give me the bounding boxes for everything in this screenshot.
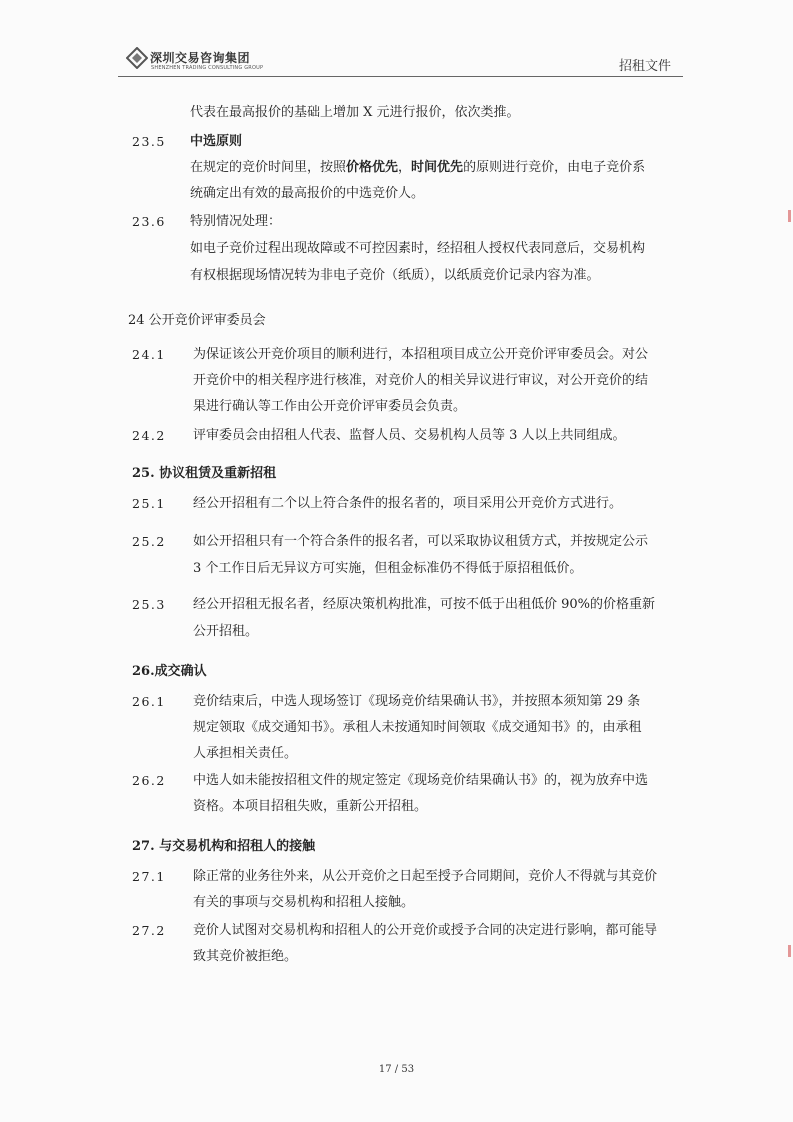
text-line: 人承担相关责任。	[193, 746, 298, 761]
clause-number: 25.3	[132, 597, 166, 612]
logo-text-cn: 深圳交易咨询集团	[150, 51, 251, 65]
text-line: 如电子竞价过程出现故障或不可控因素时，经招租人授权代表同意后，交易机构	[190, 241, 646, 256]
text-line: 果进行确认等工作由公开竞价评审委员会负责。	[193, 399, 467, 414]
clause-number: 23.5	[132, 134, 166, 149]
text-line: 在规定的竞价时间里，按照价格优先，时间优先的原则进行竞价，由电子竞价系	[190, 160, 646, 175]
text-line: 公开招租。	[193, 624, 259, 639]
text-line: 经公开招租无报名者，经原决策机构批准，可按不低于出租低价 90%的价格重新	[193, 597, 656, 612]
text-line: 经公开招租有二个以上符合条件的报名者的，项目采用公开竞价方式进行。	[193, 496, 623, 511]
scan-edge-mark	[788, 945, 791, 957]
clause-title: 中选原则	[190, 134, 243, 149]
section-heading: 24 公开竞价评审委员会	[128, 313, 266, 328]
clause-number: 24.2	[132, 428, 166, 443]
company-logo	[126, 45, 276, 79]
text-line: 代表在最高报价的基础上增加 X 元进行报价，依次类推。	[190, 105, 520, 120]
clause-number: 23.6	[132, 214, 166, 229]
text-line: 规定领取《成交通知书》。承租人未按通知时间领取《成交通知书》的，由承租	[193, 720, 642, 735]
header-divider	[118, 76, 683, 77]
text-line: 有关的事项与交易机构和招租人接触。	[193, 895, 415, 910]
document-title: 招租文件	[618, 59, 671, 74]
clause-number: 25.2	[132, 534, 166, 549]
text-line: 开竞价中的相关程序进行核准，对竞价人的相关异议进行审议，对公开竞价的结	[193, 373, 649, 388]
page-number: 17 / 53	[378, 1064, 415, 1075]
text-line: 3 个工作日后无异议方可实施，但租金标准仍不得低于原招租低价。	[193, 561, 583, 576]
section-heading: 27. 与交易机构和招租人的接触	[132, 839, 316, 854]
text-line: 竞价结束后，中选人现场签订《现场竞价结果确认书》，并按照本须知第 29 条	[193, 694, 641, 709]
text-line: 有权根据现场情况转为非电子竞价（纸质），以纸质竞价记录内容为准。	[190, 268, 600, 283]
scan-edge-mark	[788, 210, 791, 222]
clause-number: 26.1	[132, 694, 166, 709]
logo-mark-icon	[126, 47, 148, 69]
section-heading: 25. 协议租赁及重新招租	[132, 466, 277, 481]
section-heading: 26.成交确认	[132, 664, 207, 679]
text-line: 竞价人试图对交易机构和招租人的公开竞价或授予合同的决定进行影响，都可能导	[193, 923, 658, 938]
text-line: 资格。本项目招租失败，重新公开招租。	[193, 799, 428, 814]
text-line: 如公开招租只有一个符合条件的报名者，可以采取协议租赁方式，并按规定公示	[193, 534, 649, 549]
clause-number: 24.1	[132, 347, 166, 362]
clause-number: 27.2	[132, 923, 166, 938]
text-line: 统确定出有效的最高报价的中选竞价人。	[190, 186, 425, 201]
text-line: 致其竞价被拒绝。	[193, 949, 298, 964]
text-line: 为保证该公开竞价项目的顺利进行，本招租项目成立公开竞价评审委员会。对公	[193, 347, 649, 362]
text-line: 中选人如未能按招租文件的规定签定《现场竞价结果确认书》的，视为放弃中选	[193, 773, 649, 788]
text-line: 评审委员会由招租人代表、监督人员、交易机构人员等 3 人以上共同组成。	[193, 428, 626, 443]
clause-title: 特别情况处理：	[190, 214, 282, 229]
clause-number: 25.1	[132, 496, 166, 511]
logo-text-en: SHENZHEN TRADING CONSULTING GROUP	[151, 65, 264, 71]
clause-number: 26.2	[132, 773, 166, 788]
clause-number: 27.1	[132, 869, 166, 884]
text-line: 除正常的业务往外来，从公开竞价之日起至授予合同期间，竞价人不得就与其竞价	[193, 869, 658, 884]
